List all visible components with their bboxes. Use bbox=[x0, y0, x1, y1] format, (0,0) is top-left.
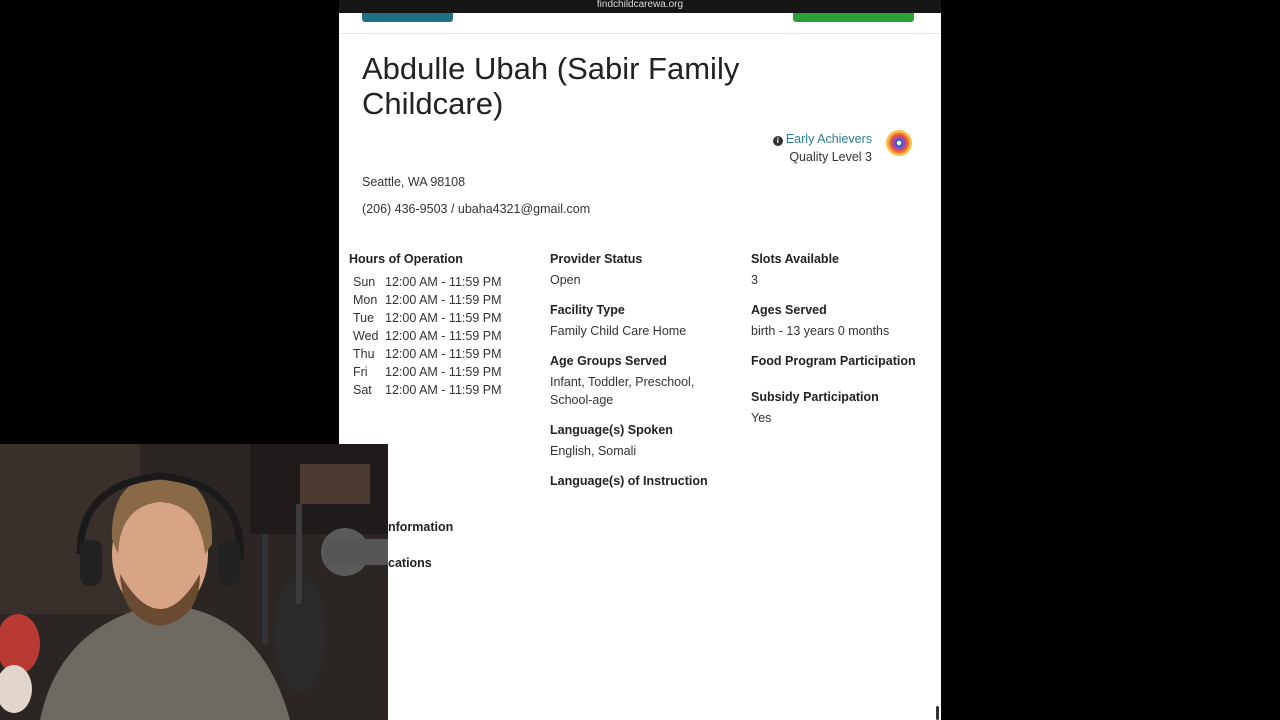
languages-spoken-value: English, Somali bbox=[550, 444, 637, 458]
hours-day: Sat bbox=[353, 383, 372, 397]
slots-value: 3 bbox=[751, 273, 758, 287]
hours-row bbox=[349, 363, 539, 381]
hours-time: 12:00 AM - 11:59 PM bbox=[385, 293, 502, 307]
age-groups-group bbox=[550, 354, 740, 409]
hours-day: Mon bbox=[353, 293, 378, 307]
slots-group bbox=[751, 252, 936, 289]
languages-instruction-group bbox=[550, 474, 740, 489]
hours-day: Sun bbox=[353, 275, 376, 289]
languages-instruction-label: Language(s) of Instruction bbox=[550, 474, 708, 488]
details-column-right bbox=[751, 252, 936, 441]
hours-time: 12:00 AM - 11:59 PM bbox=[385, 365, 502, 379]
facility-type-label: Facility Type bbox=[550, 303, 625, 317]
hours-time: 12:00 AM - 11:59 PM bbox=[385, 311, 502, 325]
hours-time: 12:00 AM - 11:59 PM bbox=[385, 329, 502, 343]
hours-day: Fri bbox=[353, 365, 368, 379]
cations-section-label: cations bbox=[388, 556, 432, 570]
slots-label: Slots Available bbox=[751, 252, 839, 266]
hours-row bbox=[349, 381, 539, 399]
hours-column bbox=[349, 252, 539, 399]
hours-day: Tue bbox=[353, 311, 375, 325]
hours-label: Hours of Operation bbox=[349, 252, 463, 266]
subsidy-label: Subsidy Participation bbox=[751, 390, 879, 404]
top-right-button[interactable] bbox=[793, 13, 914, 22]
quality-level: Quality Level 3 bbox=[789, 150, 872, 164]
hours-row bbox=[349, 291, 539, 309]
webcam-figure bbox=[0, 444, 388, 720]
info-icon[interactable]: i bbox=[773, 136, 783, 146]
webcam-overlay bbox=[0, 444, 388, 720]
ages-served-group bbox=[751, 303, 936, 340]
ages-served-value: birth - 13 years 0 months bbox=[751, 324, 890, 338]
provider-name: Abdulle Ubah (Sabir Family Childcare) bbox=[362, 51, 740, 121]
age-groups-value: Infant, Toddler, Preschool, School-age bbox=[550, 375, 695, 407]
food-program-label: Food Program Participation bbox=[751, 354, 916, 368]
hours-day: Thu bbox=[353, 347, 375, 361]
languages-spoken-group bbox=[550, 423, 740, 460]
hours-row bbox=[349, 345, 539, 363]
ages-served-label: Ages Served bbox=[751, 303, 827, 317]
hours-row bbox=[349, 273, 539, 291]
hours-day: Wed bbox=[353, 329, 379, 343]
age-groups-label: Age Groups Served bbox=[550, 354, 667, 368]
web-page bbox=[339, 0, 941, 720]
hours-time: 12:00 AM - 11:59 PM bbox=[385, 347, 502, 361]
early-achievers-badge-icon bbox=[885, 129, 913, 157]
hours-list bbox=[349, 273, 539, 399]
provider-address: Seattle, WA 98108 bbox=[362, 175, 466, 189]
provider-status-group bbox=[550, 252, 740, 289]
food-program-group bbox=[751, 354, 936, 369]
divider bbox=[339, 33, 941, 34]
provider-contact[interactable]: (206) 436-9503 / ubaha4321@gmail.com bbox=[362, 202, 591, 216]
early-achievers-link[interactable]: Early Achievers bbox=[785, 132, 872, 146]
facility-type-value: Family Child Care Home bbox=[550, 324, 687, 338]
provider-status-label: Provider Status bbox=[550, 252, 643, 266]
subsidy-group bbox=[751, 390, 936, 427]
url-text: findchildcarewa.org bbox=[596, 0, 684, 10]
hours-row bbox=[349, 327, 539, 345]
subsidy-value: Yes bbox=[751, 411, 772, 425]
hours-row bbox=[349, 309, 539, 327]
languages-spoken-label: Language(s) Spoken bbox=[550, 423, 673, 437]
details-column-middle bbox=[550, 252, 740, 503]
scrollbar[interactable] bbox=[936, 706, 939, 720]
facility-type-group bbox=[550, 303, 740, 340]
browser-url-bar[interactable] bbox=[339, 0, 941, 13]
hours-time: 12:00 AM - 11:59 PM bbox=[385, 275, 502, 289]
information-section-label: nformation bbox=[388, 520, 454, 534]
top-left-button[interactable] bbox=[362, 13, 453, 22]
early-achievers-block bbox=[773, 130, 872, 166]
hours-time: 12:00 AM - 11:59 PM bbox=[385, 383, 502, 397]
provider-status-value: Open bbox=[550, 273, 581, 287]
